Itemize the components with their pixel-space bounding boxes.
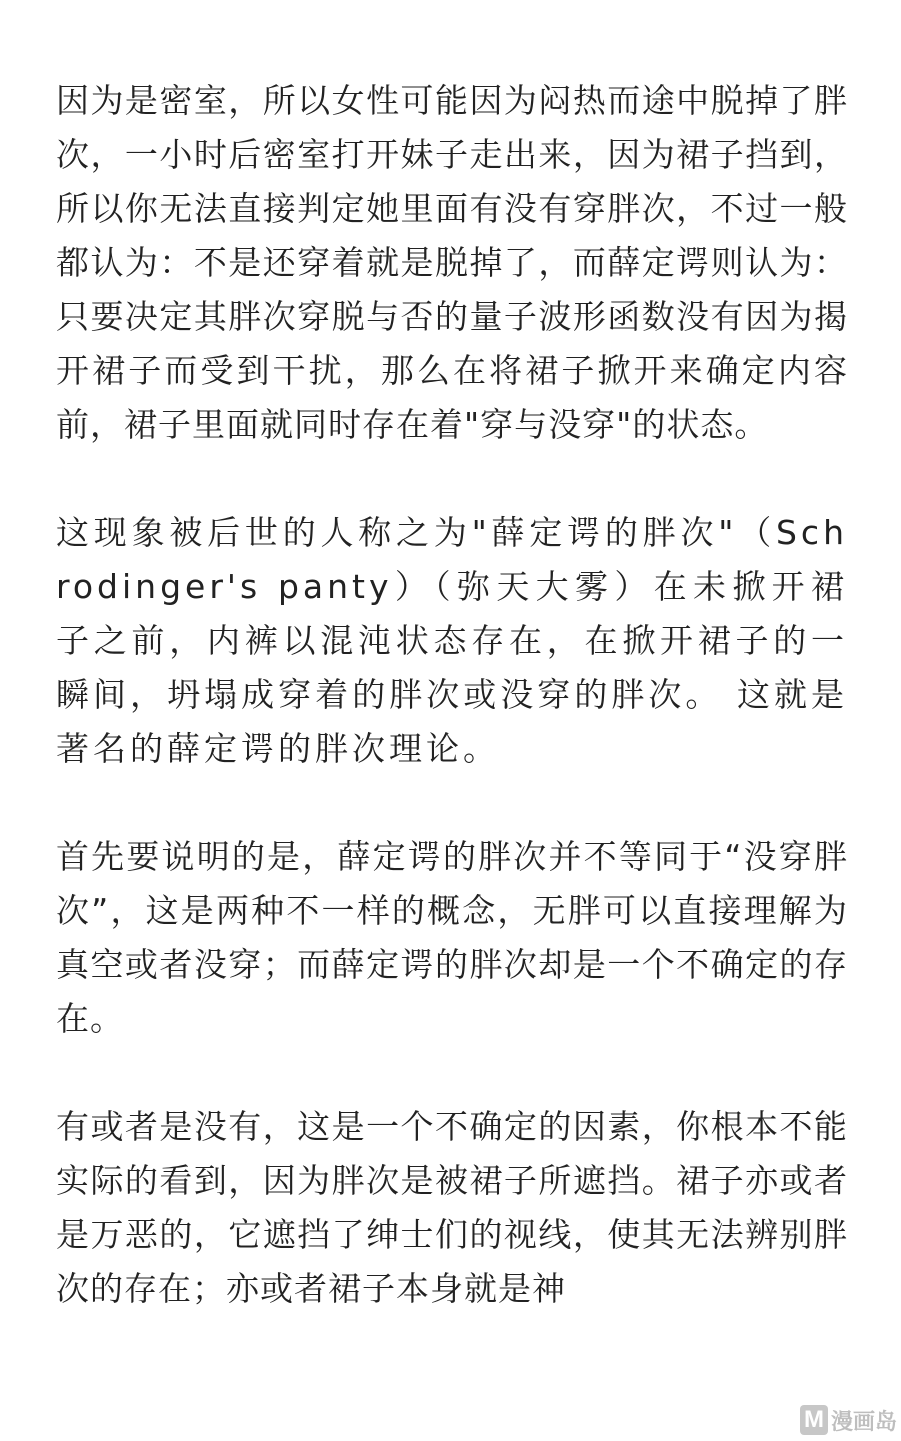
paragraph-3: 首先要说明的是，薛定谔的胖次并不等同于“没穿胖次”，这是两种不一样的概念，无胖可以直接理解为真空或者没穿；而薛定谔的胖次却是一个不确定的存在。: [56, 837, 848, 1038]
paragraph-2: 这现象被后世的人称之为"薛定谔的胖次"（Schrodinger's panty）（弥天大雾）在未掀开裙子之前，内裤以混沌状态存在，在掀开裙子的一瞬间，坍塌成穿着的胖次或没穿的胖次。 这就是著名的薛定谔的胖次理论。: [56, 513, 848, 768]
paragraph-4: 有或者是没有，这是一个不确定的因素，你根本不能实际的看到，因为胖次是被裙子所遮挡。裙子亦或者是万恶的，它遮挡了绅士们的视线，使其无法辨别胖次的存在；亦或者裙子本身就是神: [56, 1107, 848, 1308]
paragraph-1: 因为是密室，所以女性可能因为闷热而途中脱掉了胖次，一小时后密室打开妹子走出来，因为裙子挡到，所以你无法直接判定她里面有没有穿胖次，不过一般都认为：不是还穿着就是脱掉了，而薛定谔则认为：只要决定其胖次穿脱与否的量子波形函数没有因为揭开裙子而受到干扰，那么在将裙子掀开来确定内容前，裙子里面就同时存在着"穿与没穿"的状态。: [56, 81, 848, 444]
site-watermark: [800, 1403, 897, 1437]
watermark-site-name: 漫画岛: [830, 1409, 897, 1435]
article-body: [56, 74, 848, 1370]
manhuadao-logo-icon: M: [800, 1405, 828, 1435]
